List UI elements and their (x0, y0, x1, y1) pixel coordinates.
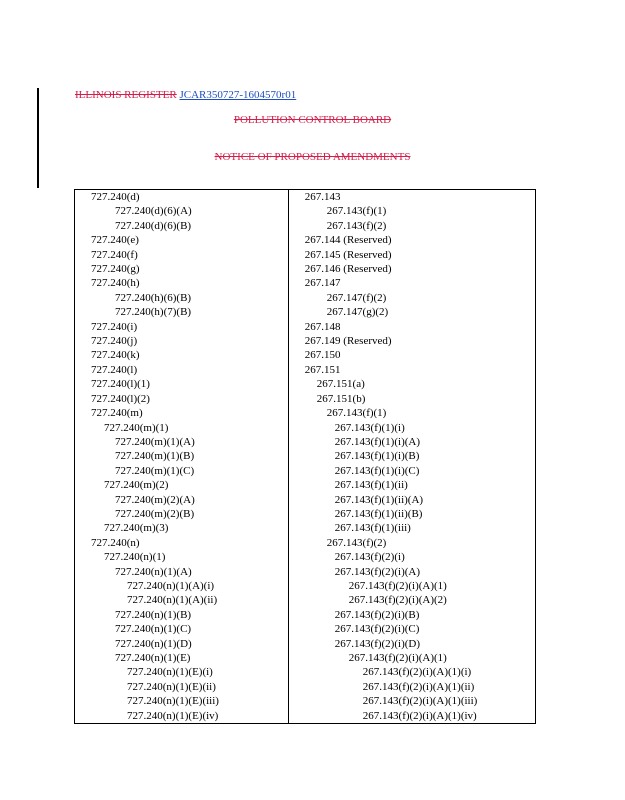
old-section-cell: 727.240(e) (75, 233, 289, 247)
old-section-cell: 727.240(m)(3) (75, 521, 289, 535)
table-row (75, 248, 536, 262)
new-section-cell: 267.145 (Reserved) (288, 248, 535, 262)
old-section-cell: 727.240(l) (75, 363, 289, 377)
new-section-cell: 267.143(f)(1)(ii) (288, 478, 535, 492)
new-section-cell: 267.143(f)(2)(i)(A)(1) (288, 651, 535, 665)
new-section-cell: 267.143(f)(1)(iii) (288, 521, 535, 535)
table-row (75, 622, 536, 636)
new-section-cell: 267.143(f)(2)(i)(B) (288, 608, 535, 622)
old-section-cell: 727.240(m)(2) (75, 478, 289, 492)
table-row (75, 435, 536, 449)
old-section-cell: 727.240(n)(1)(A) (75, 565, 289, 579)
new-section-cell: 267.143(f)(2)(i)(A)(1)(ii) (288, 680, 535, 694)
new-section-cell: 267.143(f)(2)(i)(A) (288, 565, 535, 579)
new-section-cell: 267.143(f)(2)(i)(D) (288, 637, 535, 651)
register-header (75, 89, 296, 102)
old-section-cell: 727.240(m)(2)(B) (75, 507, 289, 521)
old-section-cell: 727.240(g) (75, 262, 289, 276)
board-header (0, 114, 625, 127)
notice-header (0, 151, 625, 164)
new-section-cell: 267.143(f)(2)(i) (288, 550, 535, 564)
old-section-cell: 727.240(d) (75, 190, 289, 205)
table-row (75, 709, 536, 724)
old-section-cell: 727.240(n)(1)(E)(ii) (75, 680, 289, 694)
table-row (75, 507, 536, 521)
new-section-cell: 267.148 (288, 320, 535, 334)
old-section-cell: 727.240(d)(6)(B) (75, 219, 289, 233)
table-row (75, 464, 536, 478)
old-section-cell: 727.240(m)(1)(C) (75, 464, 289, 478)
new-section-cell: 267.143(f)(2)(i)(A)(1)(i) (288, 665, 535, 679)
table-row (75, 305, 536, 319)
old-section-cell: 727.240(h)(7)(B) (75, 305, 289, 319)
table-row (75, 204, 536, 218)
table-row (75, 363, 536, 377)
notice-title-struck: NOTICE OF PROPOSED AMENDMENTS (214, 151, 411, 163)
old-section-cell: 727.240(m) (75, 406, 289, 420)
old-section-cell: 727.240(n)(1)(E)(i) (75, 665, 289, 679)
section-correlation-table (74, 189, 536, 724)
register-title-struck: ILLINOIS REGISTER (75, 89, 177, 101)
new-section-cell: 267.143(f)(1)(ii)(B) (288, 507, 535, 521)
old-section-cell: 727.240(j) (75, 334, 289, 348)
old-section-cell: 727.240(n)(1)(C) (75, 622, 289, 636)
old-section-cell: 727.240(n)(1)(B) (75, 608, 289, 622)
table-row (75, 334, 536, 348)
new-section-cell: 267.151 (288, 363, 535, 377)
new-section-cell: 267.143(f)(1)(i) (288, 421, 535, 435)
table-row (75, 190, 536, 205)
old-section-cell: 727.240(l)(2) (75, 392, 289, 406)
old-section-cell: 727.240(i) (75, 320, 289, 334)
old-section-cell: 727.240(d)(6)(A) (75, 204, 289, 218)
table-row (75, 651, 536, 665)
table-row (75, 680, 536, 694)
new-section-cell: 267.143(f)(2)(i)(C) (288, 622, 535, 636)
table-row (75, 665, 536, 679)
revision-margin-bar (37, 88, 39, 188)
table-row (75, 291, 536, 305)
table-row (75, 637, 536, 651)
old-section-cell: 727.240(f) (75, 248, 289, 262)
new-section-cell: 267.143(f)(1)(i)(A) (288, 435, 535, 449)
table-row (75, 493, 536, 507)
old-section-cell: 727.240(n)(1)(E) (75, 651, 289, 665)
old-section-cell: 727.240(n) (75, 536, 289, 550)
new-section-cell: 267.149 (Reserved) (288, 334, 535, 348)
new-section-cell: 267.143(f)(2) (288, 219, 535, 233)
new-section-cell: 267.143(f)(2)(i)(A)(1)(iv) (288, 709, 535, 724)
old-section-cell: 727.240(n)(1)(E)(iv) (75, 709, 289, 724)
table-row (75, 550, 536, 564)
new-section-cell: 267.147(f)(2) (288, 291, 535, 305)
table-row (75, 262, 536, 276)
board-title-struck: POLLUTION CONTROL BOARD (233, 114, 392, 126)
new-section-cell: 267.144 (Reserved) (288, 233, 535, 247)
new-section-cell: 267.151(a) (288, 377, 535, 391)
correlation-table-body (75, 190, 536, 724)
table-row (75, 449, 536, 463)
old-section-cell: 727.240(n)(1) (75, 550, 289, 564)
new-section-cell: 267.147(g)(2) (288, 305, 535, 319)
old-section-cell: 727.240(n)(1)(A)(i) (75, 579, 289, 593)
old-section-cell: 727.240(k) (75, 348, 289, 362)
table-row (75, 694, 536, 708)
old-section-cell: 727.240(h) (75, 276, 289, 290)
table-row (75, 579, 536, 593)
old-section-cell: 727.240(m)(1) (75, 421, 289, 435)
table-row (75, 406, 536, 420)
new-section-cell: 267.143(f)(1) (288, 204, 535, 218)
table-row (75, 219, 536, 233)
table-row (75, 565, 536, 579)
new-section-cell: 267.147 (288, 276, 535, 290)
new-section-cell: 267.143(f)(2)(i)(A)(1) (288, 579, 535, 593)
old-section-cell: 727.240(m)(2)(A) (75, 493, 289, 507)
table-row (75, 392, 536, 406)
new-section-cell: 267.143(f)(1)(i)(C) (288, 464, 535, 478)
table-row (75, 593, 536, 607)
table-row (75, 320, 536, 334)
old-section-cell: 727.240(m)(1)(A) (75, 435, 289, 449)
new-section-cell: 267.143(f)(1)(i)(B) (288, 449, 535, 463)
table-row (75, 377, 536, 391)
new-section-cell: 267.150 (288, 348, 535, 362)
table-row (75, 421, 536, 435)
table-row (75, 536, 536, 550)
old-section-cell: 727.240(n)(1)(E)(iii) (75, 694, 289, 708)
old-section-cell: 727.240(h)(6)(B) (75, 291, 289, 305)
table-row (75, 478, 536, 492)
old-section-cell: 727.240(n)(1)(A)(ii) (75, 593, 289, 607)
table-row (75, 276, 536, 290)
table-row (75, 233, 536, 247)
new-section-cell: 267.143(f)(2)(i)(A)(2) (288, 593, 535, 607)
table-row (75, 348, 536, 362)
new-section-cell: 267.146 (Reserved) (288, 262, 535, 276)
new-section-cell: 267.143(f)(2) (288, 536, 535, 550)
old-section-cell: 727.240(n)(1)(D) (75, 637, 289, 651)
old-section-cell: 727.240(l)(1) (75, 377, 289, 391)
new-section-cell: 267.151(b) (288, 392, 535, 406)
new-section-cell: 267.143(f)(1)(ii)(A) (288, 493, 535, 507)
new-section-cell: 267.143(f)(1) (288, 406, 535, 420)
register-code-inserted: JCAR350727-1604570r01 (179, 89, 297, 101)
new-section-cell: 267.143(f)(2)(i)(A)(1)(iii) (288, 694, 535, 708)
table-row (75, 608, 536, 622)
new-section-cell: 267.143 (288, 190, 535, 205)
table-row (75, 521, 536, 535)
old-section-cell: 727.240(m)(1)(B) (75, 449, 289, 463)
